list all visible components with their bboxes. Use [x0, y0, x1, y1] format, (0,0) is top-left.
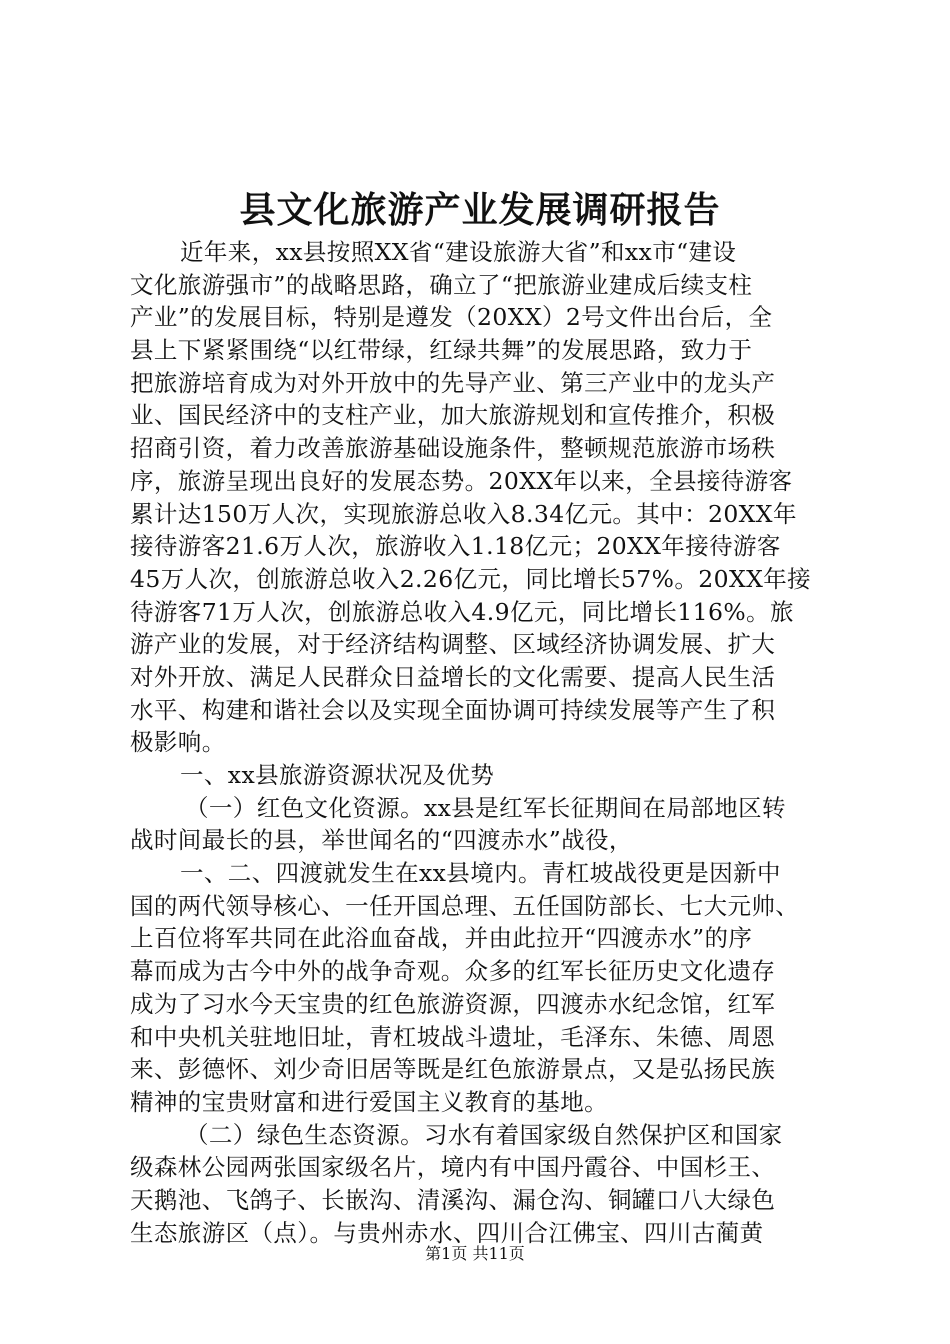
- text-line: （二）绿色生态资源。习水有着国家级自然保护区和国家: [185, 1120, 783, 1149]
- document-body: [130, 236, 842, 1249]
- text-line: 业、国民经济中的支柱产业，加大旅游规划和宣传推介，积极: [130, 401, 776, 430]
- page-footer: 第1页 共11页: [425, 1244, 525, 1263]
- text-line: 来、彭德怀、刘少奇旧居等既是红色旅游景点，又是弘扬民族: [130, 1055, 776, 1084]
- text-line: 一、二、四渡就发生在xx县境内。青杠坡战役更是因新中: [180, 859, 781, 888]
- text-line: 近年来，xx县按照XX省“建设旅游大省”和xx市“建设: [180, 238, 737, 266]
- text-line: 文化旅游强市”的战略思路，确立了“把旅游业建成后续支柱: [130, 270, 753, 299]
- text-line: 级森林公园两张国家级名片，境内有中国丹霞谷、中国杉王、: [130, 1153, 776, 1182]
- text-line: 游产业的发展，对于经济结构调整、区域经济协调发展、扩大: [130, 630, 776, 659]
- text-line: 对外开放、满足人民群众日益增长的文化需要、提高人民生活: [130, 662, 776, 691]
- text-line: 县上下紧紧围绕“以红带绿，红绿共舞”的发展思路，致力于: [130, 336, 753, 365]
- text-line: 累计达150万人次，实现旅游总收入8.34亿元。其中：20XX年: [130, 499, 797, 528]
- text-line: 极影响。: [130, 728, 226, 757]
- text-line: 国的两代领导核心、一任开国总理、五任国防部长、七大元帅、: [130, 891, 800, 920]
- text-line: 和中央机关驻地旧址，青杠坡战斗遗址，毛泽东、朱德、周恩: [130, 1022, 776, 1051]
- document-title: 县文化旅游产业发展调研报告: [239, 189, 721, 231]
- text-line: 招商引资，着力改善旅游基础设施条件，整顿规范旅游市场秩: [130, 434, 776, 463]
- section-heading: 一、xx县旅游资源状况及优势: [180, 761, 495, 789]
- text-line: 接待游客21.6万人次，旅游收入1.18亿元；20XX年接待游客: [130, 532, 781, 561]
- text-line: 上百位将军共同在此浴血奋战，并由此拉开“四渡赤水”的序: [130, 924, 753, 953]
- text-line: 战时间最长的县，举世闻名的“四渡赤水”战役，: [130, 826, 633, 855]
- text-line: 待游客71万人次，创旅游总收入4.9亿元，同比增长116%。旅: [130, 597, 794, 626]
- text-line: 水平、构建和谐社会以及实现全面协调可持续发展等产生了积: [130, 695, 776, 724]
- text-line: 45万人次，创旅游总收入2.26亿元，同比增长57%。20XX年接: [130, 564, 812, 593]
- text-line: 天鹅池、飞鸽子、长嵌沟、清溪沟、漏仓沟、铜罐口八大绿色: [130, 1185, 776, 1214]
- text-line: 把旅游培育成为对外开放中的先导产业、第三产业中的龙头产: [130, 368, 776, 397]
- text-line: 精神的宝贵财富和进行爱国主义教育的基地。: [130, 1087, 608, 1116]
- text-line: 成为了习水今天宝贵的红色旅游资源，四渡赤水纪念馆，红军: [130, 989, 776, 1018]
- text-line: 序，旅游呈现出良好的发展态势。20XX年以来，全县接待游客: [130, 466, 793, 495]
- text-line: 生态旅游区（点）。与贵州赤水、四川合江佛宝、四川古蔺黄: [130, 1218, 764, 1247]
- text-line: 产业”的发展目标，特别是遵发（20XX）2号文件出台后，全: [130, 303, 773, 332]
- text-line: 幕而成为古今中外的战争奇观。众多的红军长征历史文化遗存: [130, 957, 776, 986]
- text-line: （一）红色文化资源。xx县是红军长征期间在局部地区转: [185, 793, 786, 822]
